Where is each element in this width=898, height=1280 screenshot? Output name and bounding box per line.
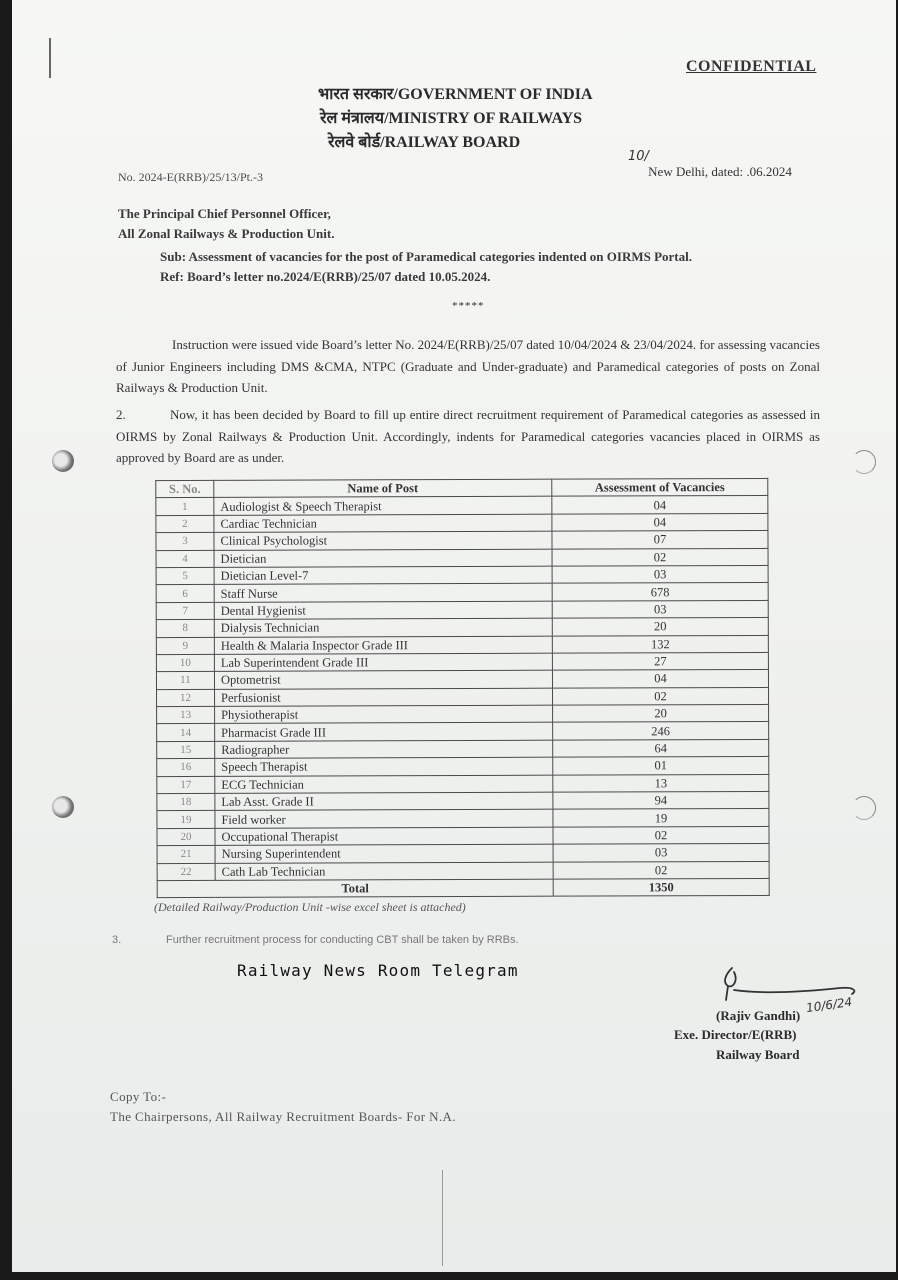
scan-crease-line <box>442 1170 443 1266</box>
row-post-name: Clinical Psychologist <box>214 531 552 550</box>
letter-number: No. 2024-E(RRB)/25/13/Pt.-3 <box>118 170 264 184</box>
header-vacancies: Assessment of Vacancies <box>552 478 768 496</box>
row-vacancies: 27 <box>552 652 768 670</box>
paragraph-2-number: 2. <box>116 407 126 422</box>
row-vacancies: 04 <box>552 513 768 531</box>
row-sno: 4 <box>156 550 214 568</box>
row-sno: 9 <box>156 637 214 655</box>
copy-to-block <box>110 1087 456 1127</box>
header-government: भारत सरकार/GOVERNMENT OF INDIA <box>318 86 593 103</box>
header-ministry: रेल मंत्रालय/MINISTRY OF RAILWAYS <box>320 110 583 127</box>
paragraph-2-text: Now, it has been decided by Board to fill up entire direct recruitment requirement of Paramedical categories as assessed in OIRMS by Zonal Railways & Production Unit. Accordingly, indents for Paramedical categories vacancies placed in OIRMS as approved by Board are as under. <box>116 407 820 465</box>
table-row <box>157 739 769 759</box>
row-vacancies: 20 <box>553 705 769 723</box>
scan-edge-mark <box>49 38 51 78</box>
table-row <box>157 844 769 864</box>
paragraph-2 <box>116 404 820 469</box>
table-body <box>156 496 769 881</box>
confidential-marking: CONFIDENTIAL <box>686 58 817 75</box>
handwritten-day: 10/ <box>628 149 649 164</box>
vacancy-table <box>155 478 769 899</box>
attachment-note: (Detailed Railway/Production Unit -wise excel sheet is attached) <box>154 900 466 914</box>
table-header-row <box>156 478 768 498</box>
table-row <box>157 722 769 742</box>
row-vacancies: 13 <box>553 774 769 792</box>
reference-line: Ref: Board’s letter no.2024/E(RRB)/25/07 dated 10.05.2024. <box>160 269 491 284</box>
row-sno: 8 <box>156 619 214 637</box>
table-row <box>156 513 768 533</box>
paragraph-3-number: 3. <box>112 934 122 946</box>
letter-date <box>624 149 792 180</box>
row-post-name: Nursing Superintendent <box>215 844 553 863</box>
row-post-name: Lab Asst. Grade II <box>215 792 553 811</box>
row-vacancies: 02 <box>552 548 768 566</box>
row-vacancies: 678 <box>552 583 768 601</box>
signatory-office: Railway Board <box>716 1047 800 1062</box>
table-row <box>156 652 768 672</box>
paragraph-3 <box>112 934 519 946</box>
row-post-name: Dietician Level-7 <box>214 566 552 585</box>
row-sno: 14 <box>157 724 215 742</box>
row-sno: 16 <box>157 759 215 777</box>
row-post-name: Physiotherapist <box>215 705 553 724</box>
row-sno: 5 <box>156 567 214 585</box>
table-row <box>156 670 768 690</box>
punch-hole-left-top <box>52 450 74 472</box>
row-vacancies: 04 <box>552 496 768 514</box>
addressee-line-2: All Zonal Railways & Production Unit. <box>118 226 335 241</box>
copy-to-label: Copy To:- <box>110 1089 167 1104</box>
row-vacancies: 04 <box>552 670 768 688</box>
row-post-name: Speech Therapist <box>215 757 553 776</box>
table-row <box>156 548 768 568</box>
row-post-name: Staff Nurse <box>214 584 552 603</box>
row-post-name: Perfusionist <box>215 688 553 707</box>
table-row <box>156 496 768 516</box>
row-post-name: Audiologist & Speech Therapist <box>214 497 552 516</box>
row-sno: 7 <box>156 602 214 620</box>
row-sno: 19 <box>157 811 215 829</box>
row-sno: 13 <box>157 706 215 724</box>
table-row <box>157 687 769 707</box>
row-post-name: Optometrist <box>214 670 552 689</box>
row-sno: 15 <box>157 741 215 759</box>
table-row <box>156 583 768 603</box>
table-row <box>157 809 769 829</box>
row-post-name: ECG Technician <box>215 775 553 794</box>
row-vacancies: 07 <box>552 531 768 549</box>
row-post-name: Dietician <box>214 549 552 568</box>
row-sno: 10 <box>156 654 214 672</box>
row-vacancies: 19 <box>553 809 769 827</box>
table-row <box>157 757 769 777</box>
signatory-designation: Exe. Director/E(RRB) <box>674 1027 797 1042</box>
row-vacancies: 01 <box>553 757 769 775</box>
row-vacancies: 132 <box>552 635 768 653</box>
table-row <box>157 705 769 725</box>
row-post-name: Cardiac Technician <box>214 514 552 533</box>
row-post-name: Occupational Therapist <box>215 827 553 846</box>
table-row <box>157 791 769 811</box>
row-sno: 6 <box>156 585 214 603</box>
row-sno: 21 <box>157 846 215 864</box>
row-post-name: Health & Malaria Inspector Grade III <box>214 636 552 655</box>
row-vacancies: 02 <box>553 861 769 879</box>
row-vacancies: 03 <box>552 600 768 618</box>
punch-hole-left-bottom <box>52 796 74 818</box>
row-sno: 3 <box>156 533 214 551</box>
watermark-text: Railway News Room Telegram <box>237 961 519 980</box>
date-label: New Delhi, dated: .06.2024 <box>648 164 792 179</box>
separator-stars: ***** <box>452 300 485 312</box>
row-vacancies: 03 <box>553 844 769 862</box>
row-post-name: Dental Hygienist <box>214 601 552 620</box>
row-post-name: Cath Lab Technician <box>215 862 553 881</box>
table-row <box>156 635 768 655</box>
row-vacancies: 02 <box>552 687 768 705</box>
row-sno: 20 <box>157 828 215 846</box>
row-post-name: Lab Superintendent Grade III <box>214 653 552 672</box>
row-post-name: Pharmacist Grade III <box>215 723 553 742</box>
punch-hole-right-bottom <box>852 796 876 820</box>
row-post-name: Radiographer <box>215 740 553 759</box>
addressee <box>118 204 334 244</box>
row-sno: 18 <box>157 793 215 811</box>
row-vacancies: 02 <box>553 826 769 844</box>
header-post-name: Name of Post <box>214 479 552 498</box>
row-vacancies: 246 <box>553 722 769 740</box>
document-page <box>12 0 896 1272</box>
table-row <box>156 565 768 585</box>
row-post-name: Dialysis Technician <box>214 618 552 637</box>
row-sno: 11 <box>156 672 214 690</box>
signature-date: 10/6/24 <box>805 994 854 1016</box>
total-value: 1350 <box>553 878 769 896</box>
row-vacancies: 20 <box>552 618 768 636</box>
row-post-name: Field worker <box>215 810 553 829</box>
paragraph-3-text: Further recruitment process for conducting CBT shall be taken by RRBs. <box>166 934 519 946</box>
table-row <box>157 826 769 846</box>
row-sno: 1 <box>156 498 214 516</box>
table-row <box>156 618 768 638</box>
table-row <box>156 600 768 620</box>
row-sno: 2 <box>156 515 214 533</box>
table-row <box>157 861 769 881</box>
signatory-name: (Rajiv Gandhi) <box>716 1008 801 1023</box>
table-total-row <box>157 878 769 898</box>
subject-block <box>160 247 692 287</box>
paragraph-1: Instruction were issued vide Board’s letter No. 2024/E(RRB)/25/07 dated 10/04/2024 & 23/04/2024. for assessing vacancies of Junior Engineers including DMS &CMA, NTPC (Graduate and Under-graduate) and Paramedical categories of posts on Zonal Railways & Production Unit. <box>116 337 820 395</box>
punch-hole-right-top <box>852 450 876 474</box>
table-row <box>156 531 768 551</box>
row-vacancies: 64 <box>553 739 769 757</box>
header-sno: S. No. <box>156 480 214 498</box>
copy-to-line: The Chairpersons, All Railway Recruitment Boards- For N.A. <box>110 1109 456 1124</box>
total-label: Total <box>157 879 553 898</box>
addressee-line-1: The Principal Chief Personnel Officer, <box>118 206 331 221</box>
header-board: रेलवे बोर्ड/RAILWAY BOARD <box>328 134 521 151</box>
row-sno: 22 <box>157 863 215 881</box>
row-vacancies: 94 <box>553 791 769 809</box>
row-vacancies: 03 <box>552 565 768 583</box>
subject-line: Sub: Assessment of vacancies for the post of Paramedical categories indented on OIRMS Portal. <box>160 249 692 264</box>
table-row <box>157 774 769 794</box>
row-sno: 12 <box>157 689 215 707</box>
row-sno: 17 <box>157 776 215 794</box>
